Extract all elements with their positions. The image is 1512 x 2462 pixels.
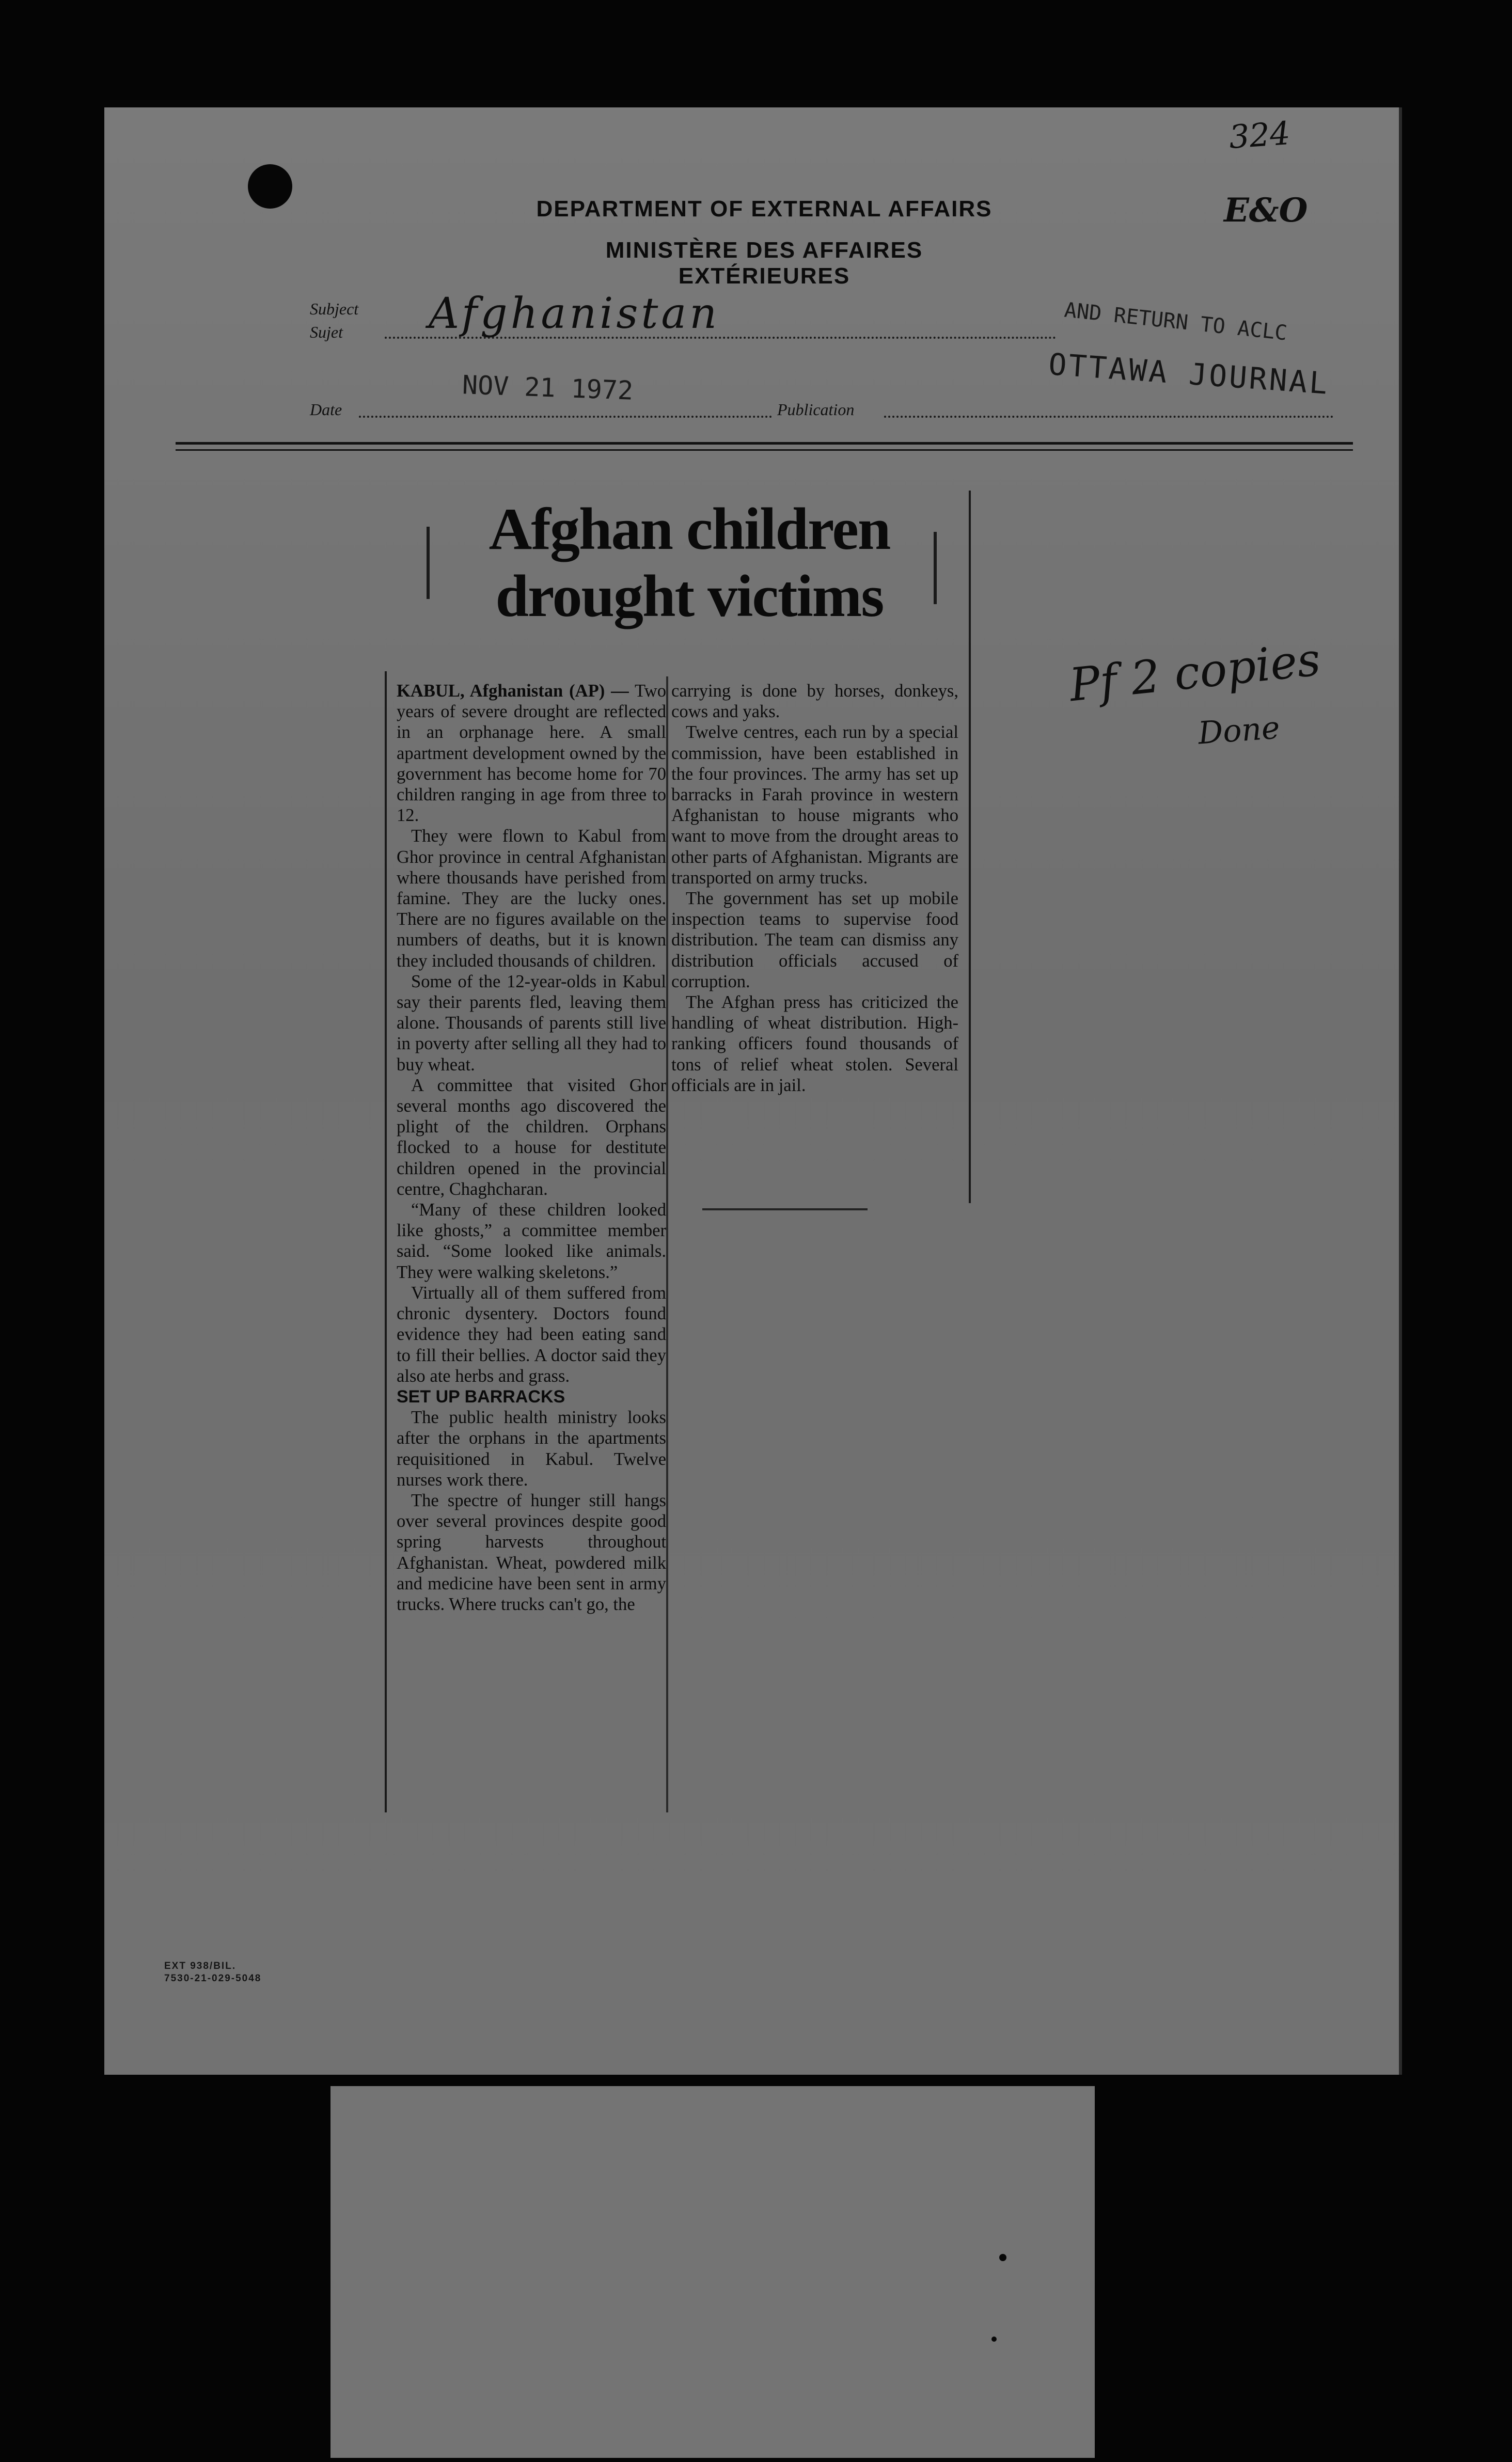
- speck-mark: [991, 2337, 997, 2342]
- article-paragraph: A committee that visited Ghor several months ago discovered the plight of the children. Orphans flocked to a house for destitute children opened in the provincial centre, Chaghcharan.: [397, 1075, 666, 1199]
- headline-line-1: Afghan children: [489, 496, 890, 562]
- date-label: Date: [310, 400, 342, 419]
- header-rule-top: [176, 442, 1353, 445]
- article-paragraph: Virtually all of them suffered from chronic dysentery. Doctors found evidence they had been eating sand to fill their bellies. A doctor said they also ate herbs and grass.: [397, 1283, 666, 1386]
- subject-value: Afghanistan: [429, 289, 720, 338]
- handwritten-note-done: Done: [1196, 709, 1281, 752]
- publication-label: Publication: [777, 400, 855, 419]
- article-paragraph: Some of the 12-year-olds in Kabul say their parents fled, leaving them alone. Thousands of parents still live in poverty after selling all they had to buy wheat.: [397, 971, 666, 1075]
- newspaper-stamp: OTTAWA JOURNAL: [1047, 346, 1331, 401]
- article-paragraph: The government has set up mobile inspection teams to supervise food distribution. The team can dismiss any distribution officials accused of corruption.: [671, 889, 958, 991]
- article-headline: [444, 496, 935, 630]
- speck-mark: [999, 2254, 1006, 2261]
- handwritten-file-number: 324: [1227, 114, 1292, 156]
- header-rule-bottom: [176, 449, 1353, 451]
- sujet-label: Sujet: [310, 323, 343, 341]
- column-divider: [666, 676, 668, 1812]
- clipping-edge-right: [969, 491, 971, 1203]
- article-dateline: KABUL, Afghanistan (AP) —: [397, 681, 629, 701]
- handwritten-note-copies: Pf 2 copies: [1066, 632, 1323, 712]
- article-paragraph: The spectre of hunger still hangs over several provinces despite good spring harvests throughout Afghanistan. Wheat, powdered milk and medicine have been sent in army trucks. Where trucks can't go, the: [397, 1490, 666, 1614]
- article-subheading: SET UP BARRACKS: [397, 1386, 565, 1407]
- article-paragraph: The Afghan press has criticized the handling of wheat distribution. High-ranking officers found thousands of tons of relief wheat stolen. Several officials are in jail.: [671, 992, 958, 1095]
- form-code-line-2: 7530-21-029-5048: [164, 1973, 262, 1984]
- form-code: [164, 1960, 261, 1985]
- publication-line: [884, 416, 1333, 418]
- article-paragraph: They were flown to Kabul from Ghor province in central Afghanistan where thousands have perished from famine. They are the lucky ones. There are no figures available on the numbers of deaths, but it is known they included thousands of children.: [397, 826, 666, 971]
- article-end-rule: [702, 1208, 868, 1210]
- department-heading-en: DEPARTMENT OF EXTERNAL AFFAIRS: [536, 196, 993, 222]
- article-paragraph: KABUL, Afghanistan (AP) — Two years of severe drought are reflected in an orphanage here. A small apartment development owned by the government has become home for 70 children ranging in age from three to 12.: [397, 681, 666, 826]
- clipping-edge-mark-left: [427, 527, 430, 599]
- lower-blank-strip: [330, 2086, 1095, 2458]
- article-paragraph: “Many of these children looked like ghosts,” a committee member said. “Some looked like animals. They were walking skeletons.”: [397, 1200, 666, 1282]
- punch-hole: [248, 164, 292, 209]
- headline-line-2: drought victims: [495, 563, 884, 629]
- handwritten-code: E&O: [1224, 191, 1308, 230]
- department-heading-fr: MINISTÈRE DES AFFAIRES EXTÉRIEURES: [605, 238, 923, 289]
- article-column-2: [671, 681, 958, 1096]
- article-paragraph: carrying is done by horses, donkeys, cows and yaks.: [671, 681, 958, 722]
- subject-label: Subject: [310, 299, 359, 318]
- date-stamp: NOV 21 1972: [462, 370, 634, 406]
- article-paragraph: Twelve centres, each run by a special commission, have been established in the four provinces. The army has set up barracks in Farah province in western Afghanistan to house migrants who want to move from the drought areas to other parts of Afghanistan. Migrants are transported on army trucks.: [671, 722, 958, 888]
- clipping-edge-left: [385, 671, 387, 1812]
- article-column-1: [397, 681, 666, 1615]
- return-stamp: AND RETURN TO ACLC: [1063, 298, 1288, 345]
- date-line: [359, 416, 772, 418]
- article-paragraph: The public health ministry looks after the orphans in the apartments requisitioned in Kabul. Twelve nurses work there.: [397, 1408, 666, 1490]
- form-code-line-1: EXT 938/BIL.: [164, 1961, 237, 1971]
